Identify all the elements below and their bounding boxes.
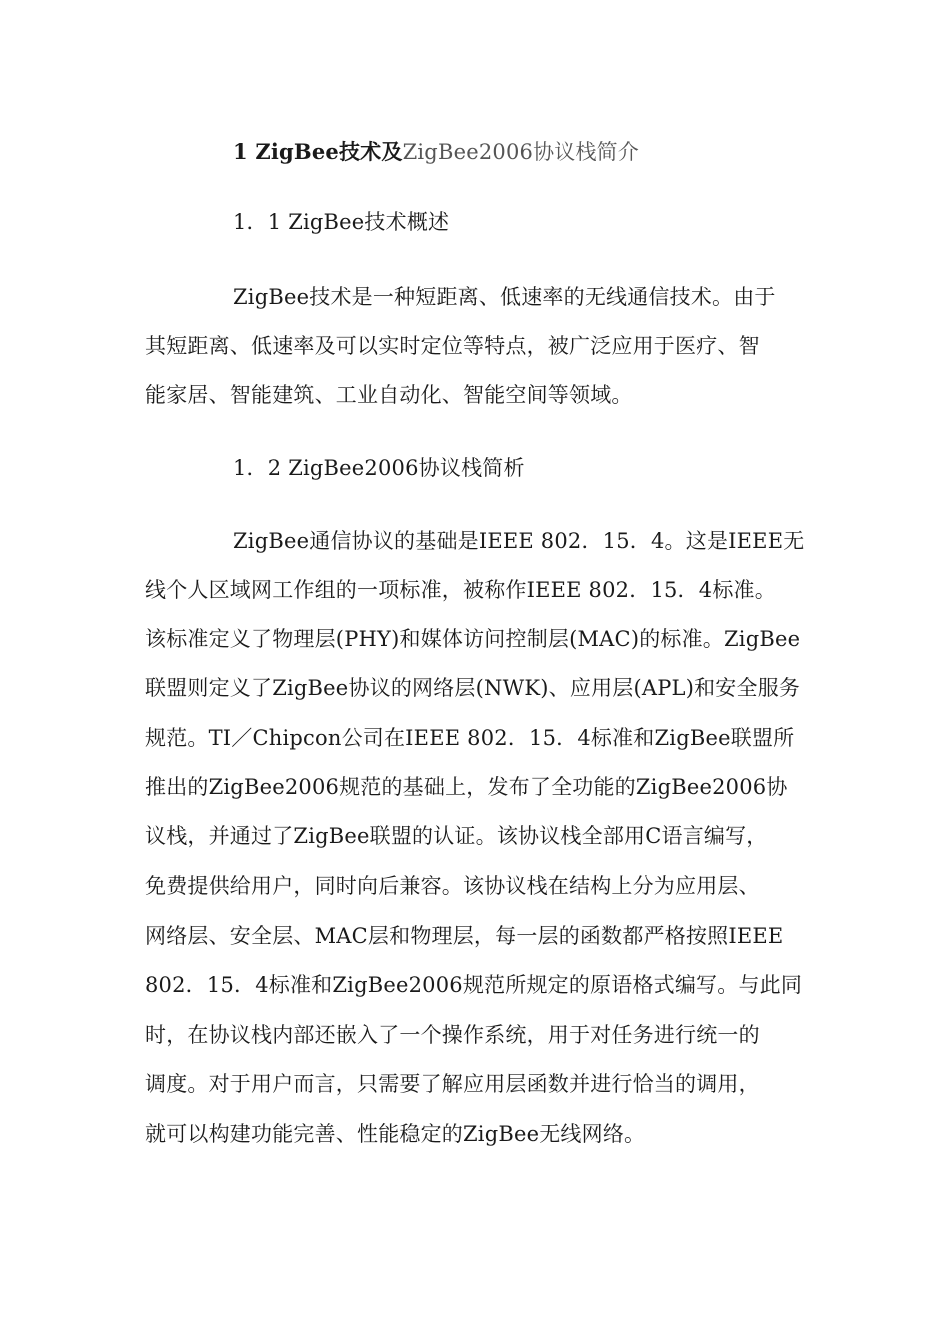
section-heading-1-2: 1．2 ZigBee2006协议栈简析 [233, 456, 525, 480]
paragraph-line: 免费提供给用户，同时向后兼容。该协议栈在结构上分为应用层、 [145, 874, 760, 898]
paragraph-line: 线个人区域网工作组的一项标准，被称作IEEE 802．15．4标准。 [145, 578, 776, 602]
paragraph-line: 规范。TI／Chipcon公司在IEEE 802．15．4标准和ZigBee联盟所 [145, 726, 795, 750]
paragraph-line: 其短距离、低速率及可以实时定位等特点，被广泛应用于医疗、智 [145, 334, 760, 358]
paragraph-line: 时，在协议栈内部还嵌入了一个操作系统，用于对任务进行统一的 [145, 1023, 760, 1047]
paragraph-line: 就可以构建功能完善、性能稳定的ZigBee无线网络。 [145, 1122, 646, 1146]
paragraph-line: 联盟则定义了ZigBee协议的网络层(NWK)、应用层(APL)和安全服务 [145, 676, 801, 700]
paragraph-line: ZigBee通信协议的基础是IEEE 802．15．4。这是IEEE无 [233, 529, 805, 553]
paragraph-line: 调度。对于用户而言，只需要了解应用层函数并进行恰当的调用， [145, 1072, 760, 1096]
paragraph-line: 议栈，并通过了ZigBee联盟的认证。该协议栈全部用C语言编写， [145, 824, 768, 848]
paragraph-line: ZigBee技术是一种短距离、低速率的无线通信技术。由于 [233, 285, 776, 309]
document-title [233, 137, 639, 167]
paragraph-line: 推出的ZigBee2006规范的基础上，发布了全功能的ZigBee2006协 [145, 775, 788, 799]
paragraph-line: 该标准定义了物理层(PHY)和媒体访问控制层(MAC)的标准。ZigBee [145, 627, 801, 651]
paragraph-line: 网络层、安全层、MAC层和物理层，每一层的函数都严格按照IEEE [145, 924, 784, 948]
paragraph-line: 能家居、智能建筑、工业自动化、智能空间等领域。 [145, 383, 633, 407]
title-light-part: ZigBee2006协议栈简介 [402, 140, 640, 164]
title-strong-part: 1 ZigBee技术及 [233, 139, 403, 164]
section-heading-1-1: 1．1 ZigBee技术概述 [233, 210, 450, 234]
paragraph-line: 802．15．4标准和ZigBee2006规范所规定的原语格式编写。与此同 [145, 973, 803, 997]
